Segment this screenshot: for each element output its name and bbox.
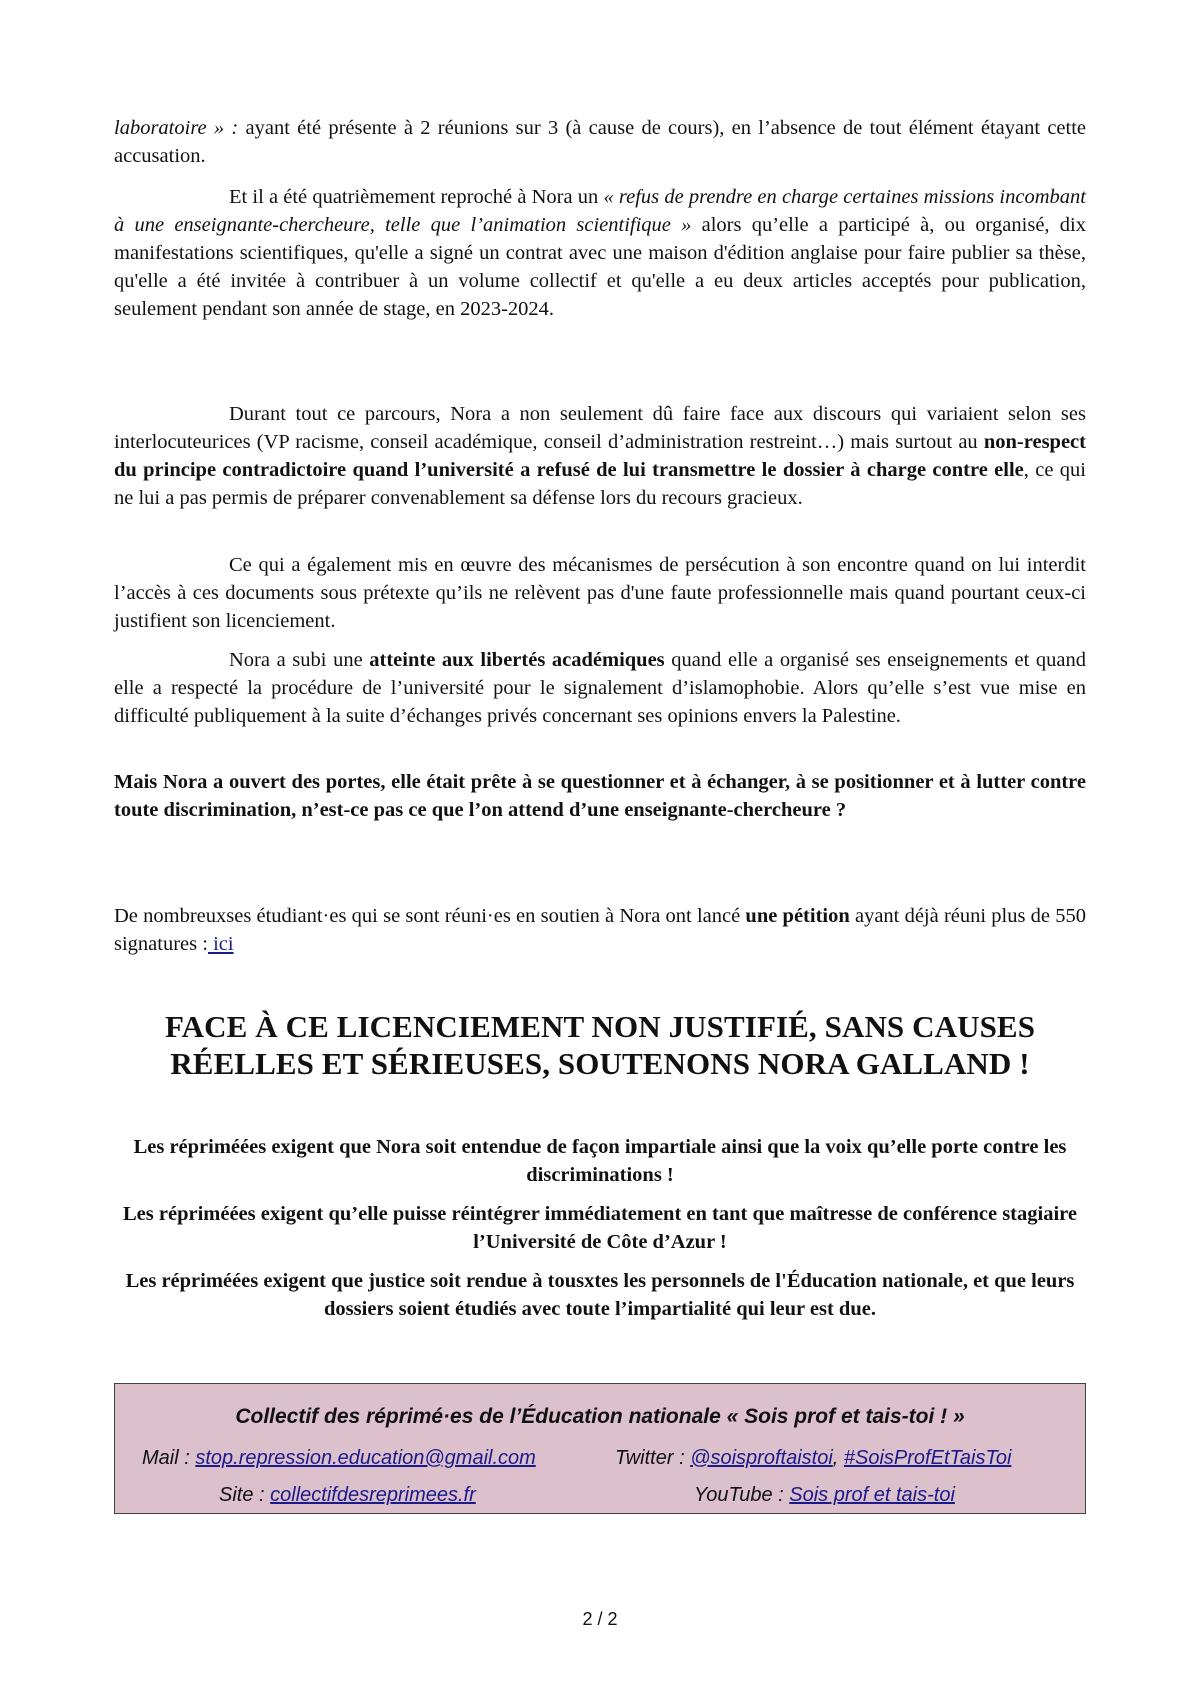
paragraph-text: quand elle a organisé ses enseignements et quand elle a respecté la procédure de l’université pour le signalement d’islamophobie. Alors qu’elle s’est vue mise en difficulté publiquement à la suite d’échanges privés concernant ses opinions envers la Palestine. — [114, 649, 1087, 727]
paragraph-portes — [114, 768, 1086, 824]
paragraph-persecution — [114, 551, 1086, 635]
paragraph-lead: Nora a subi une — [229, 649, 370, 671]
mail-line — [142, 1446, 536, 1470]
paragraph-lead: Et il a été quatrièmement reproché à Nora un — [229, 186, 604, 208]
demand-3: Les répriméées exigent que justice soit rendue à tousxtes les personnels de l'Éducation nationale, et que leurs dossiers soient étudiés avec toute l’impartialité qui leur est due. — [125, 1270, 1075, 1320]
paragraph-quatriemement — [114, 183, 1086, 323]
bold-emphasis: atteinte aux libertés académiques — [369, 649, 665, 671]
paragraph-lead: Durant tout ce parcours, Nora a non seulement dû faire face aux discours qui variaient selon ses interlocuteurices (VP racisme, conseil académique, conseil d’administration restreint…) mais surtout au — [114, 403, 1086, 453]
paragraph-petition — [114, 902, 1086, 958]
petition-link[interactable]: ici — [207, 933, 234, 955]
paragraph-text: Ce qui a également mis en œuvre des mécanismes de persécution à son encontre quand on lui interdit l’accès à ces documents sous prétexte qu’ils ne relèvent pas d'une faute professionnelle mais quand pourtant ceux-ci justifient son licenciement. — [114, 554, 1086, 632]
demand-2: Les répriméées exigent qu’elle puisse réintégrer immédiatement en tant que maîtresse de conférence stagiaire l’Université de Côte d’Azur ! — [123, 1203, 1077, 1253]
twitter-label: Twitter : — [615, 1447, 691, 1469]
bold-emphasis: une pétition — [745, 905, 850, 927]
youtube-label: YouTube : — [694, 1484, 790, 1506]
headline-line-1: FACE À CE LICENCIEMENT NON JUSTIFIÉ, SANS CAUSES — [164, 1009, 1036, 1044]
paragraph-text: , ce qui ne lui a pas permis de préparer convenablement sa défense lors du recours gracieux. — [114, 459, 1086, 509]
twitter-hashtag-link[interactable]: #SoisProfEtTaisToi — [843, 1447, 1012, 1469]
mail-label: Mail : — [142, 1447, 196, 1469]
contact-box — [114, 1383, 1086, 1514]
twitter-line — [615, 1446, 1011, 1470]
collective-title: Collectif des réprimé·es de l’Éducation nationale « Sois prof et tais-toi ! » — [235, 1405, 965, 1428]
mail-link[interactable]: stop.repression.education@gmail.com — [195, 1447, 536, 1469]
paragraph-lead: De nombreuxses étudiant·es qui se sont réuni·es en soutien à Nora ont lancé — [114, 905, 746, 927]
site-line — [219, 1483, 476, 1507]
site-label: Site : — [219, 1484, 271, 1506]
bold-emphasis: non-respect du principe contradictoire quand l’université a refusé de lui transmettre le dossier à charge contre elle — [114, 431, 1086, 481]
page-number: 2 / 2 — [582, 1609, 618, 1629]
demand-1: Les répriméées exigent que Nora soit entendue de façon impartiale ainsi que la voix qu’elle porte contre les discriminations ! — [133, 1136, 1067, 1186]
headline-line-2: RÉELLES ET SÉRIEUSES, SOUTENONS NORA GALLAND ! — [170, 1046, 1030, 1081]
youtube-link[interactable]: Sois prof et tais-toi — [789, 1484, 955, 1506]
youtube-line — [694, 1483, 955, 1507]
paragraph-text: Mais Nora a ouvert des portes, elle était prête à se questionner et à échanger, à se positionner et à lutter contre toute discrimination, n’est-ce pas ce que l’on attend d’une enseignante-chercheure ? — [114, 771, 1086, 821]
site-link[interactable]: collectifdesreprimees.fr — [270, 1484, 476, 1506]
twitter-separator: , — [832, 1447, 844, 1469]
paragraph-text: ayant déjà réuni plus de 550 signatures : — [114, 905, 1086, 955]
headline — [114, 1008, 1086, 1082]
paragraph-parcours — [114, 400, 1086, 512]
twitter-handle-link[interactable]: @soisproftaistoi — [690, 1447, 833, 1469]
paragraph-text: alors qu’elle a participé à, ou organisé, dix manifestations scientifiques, qu'elle a signé un contrat avec une maison d'édition anglaise pour faire publier sa thèse, qu'elle a été invitée à contribuer à un volume collectif et qu'elle a eu deux articles acceptés pour publication, seulement pendant son année de stage, en 2023-2024. — [114, 214, 1086, 320]
paragraph-text: ayant été présente à 2 réunions sur 3 (à cause de cours), en l’absence de tout élément étayant cette accusation. — [114, 117, 1087, 167]
quote-emphasis: « refus de prendre en charge certaines missions incombant à une enseignante-chercheure, telle que l’animation scientifique » — [114, 186, 1086, 236]
emphasis-text: laboratoire » : — [114, 117, 239, 139]
paragraph-libertes — [114, 646, 1086, 730]
paragraph-laboratoire — [114, 114, 1086, 170]
